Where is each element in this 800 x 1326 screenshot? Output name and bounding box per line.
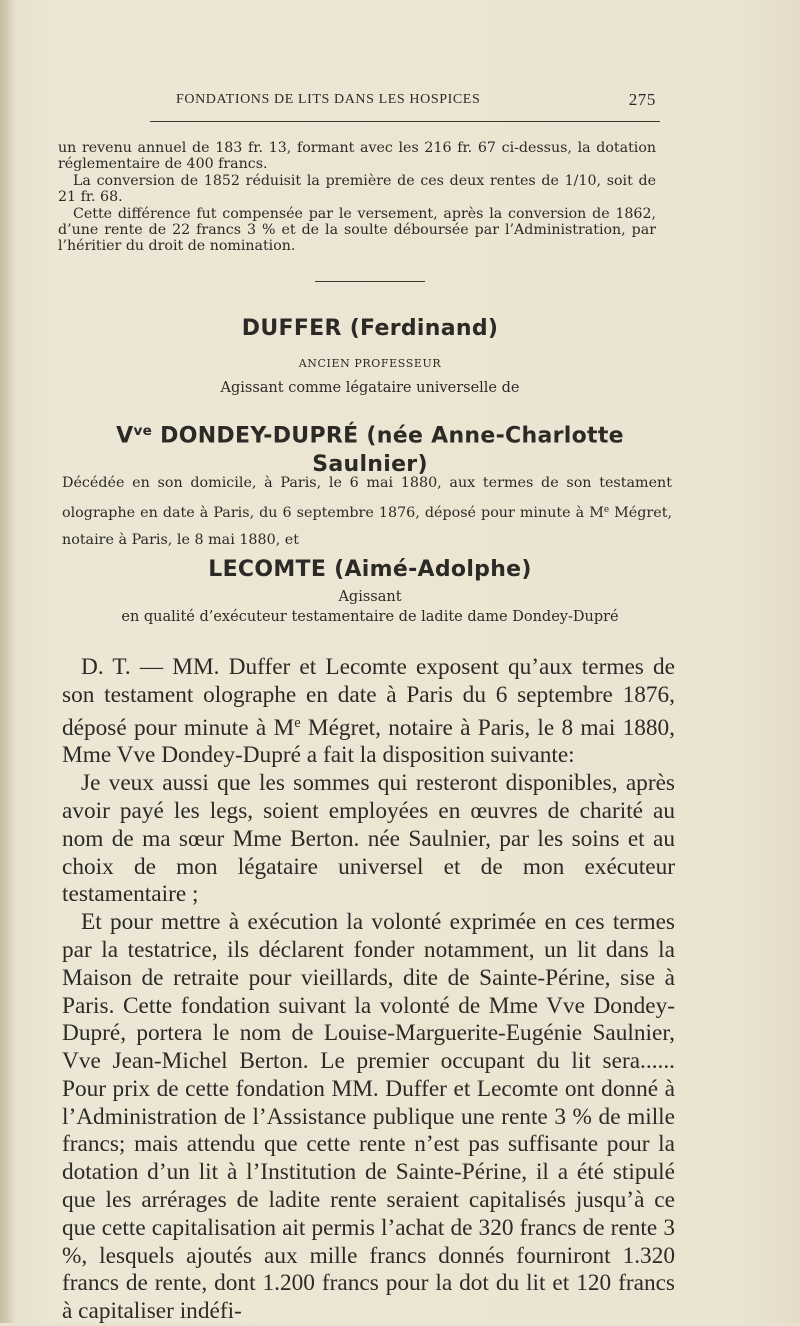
executor-name: LECOMTE (Aimé-Adolphe) (208, 557, 532, 582)
main-paragraph-3: Et pour mettre à exécution la volonté exprimée en ces termes par la testatrice, ils déclarent fonder notamment, un lit dans la Maison de retraite pour vieillards, dite de Sainte-Périne, sise à Paris. Cette fondation suivant la volonté de Mme Vve Dondey-Dupré, portera le nom de Louise-Marguerite-Eugénie Saulnier, Vve Jean-Michel Berton. Le premier occupant du lit sera...... Pour prix de cette fondation MM. Duffer et Lecomte ont donné à l’Administration de l’Assistance publique une rente 3 % de mille francs; mais attendu que cette rente n’est pas suffisante pour la dotation d’un lit à l’Institution de Sainte-Périne, il a été stipulé que les arrérages de ladite rente seraient capitalisés jusqu’à ce que cette capitalisation ait permis l’achat de 320 francs de rente 3 %, lesquels ajoutés aux mille francs donnés fourniront 1.320 francs de rente, dont 1.200 francs pour la dot du lit et 120 francs à capitaliser indéfi- (62, 909, 675, 1325)
testator-text-b: Mégret, notaire à Paris, le 8 mai 1880, et (62, 504, 672, 548)
main-p1-b: Mégret, notaire à Paris, le 8 mai 1880, Mme Vve Dondey-Dupré a fait la disposition suivante: (62, 714, 676, 769)
testator-name-line2: Saulnier) (312, 451, 428, 477)
testator-text-sup: e (603, 505, 610, 515)
main-paragraph-1 (62, 654, 675, 770)
executor-quality: en qualité d’exécuteur testamentaire de ladite dame Dondey-Dupré (121, 609, 619, 625)
binding-shadow (0, 0, 14, 1323)
section-rule (315, 281, 425, 282)
testator-prefix: V (116, 423, 134, 449)
donor-name: DUFFER (Ferdinand) (241, 316, 499, 341)
main-paragraph-2: Je veux aussi que les sommes qui resteront disponibles, après avoir payé les legs, soient employées en œuvres de charité au nom de ma sœur Mme Berton. née Saulnier, par les soins et au choix de mon légataire universel et de mon exécuteur testamentaire ; (62, 770, 675, 908)
testator-name-line1: DONDEY-DUPRÉ (née Anne-Charlotte (152, 423, 624, 449)
intro-paragraph-1: un revenu annuel de 183 fr. 13, formant avec les 216 fr. 67 ci-dessus, la dotation réglementaire de 400 francs. (58, 140, 656, 173)
main-text (62, 654, 675, 1326)
main-p1-sup: e (294, 714, 301, 731)
running-head-title: FONDATIONS DE LITS DANS LES HOSPICES (176, 92, 481, 107)
header-rule (150, 121, 660, 122)
intro-paragraph-2: La conversion de 1852 réduisit la première de ces deux rentes de 1/10, soit de 21 fr. 68. (58, 172, 656, 206)
executor-role: Agissant (338, 589, 402, 605)
testator-text-a: Décédée en son domicile, à Paris, le 6 mai 1880, aux termes de son testament olographe en date à Paris, du 6 septembre 1876, déposé pour minute à M (62, 475, 672, 521)
testator-description (62, 470, 672, 554)
donor-role: Agissant comme légataire universelle de (220, 380, 520, 396)
donor-title: ANCIEN PROFESSEUR (298, 357, 442, 370)
testator-prefix-sup: ve (133, 423, 153, 439)
main-p1-a: D. T. — MM. Duffer et Lecomte exposent qu’aux termes de son testament olographe en date à Paris du 6 septembre 1876, déposé pour minute à M (62, 654, 675, 741)
intro-paragraphs (58, 140, 656, 255)
page-number: 275 (628, 90, 656, 109)
intro-paragraph-3: Cette différence fut compensée par le versement, après la conversion de 1862, d’une rente de 22 francs 3 % et de la soulte déboursée par l’Administration, par l’héritier du droit de nomination. (58, 205, 656, 255)
